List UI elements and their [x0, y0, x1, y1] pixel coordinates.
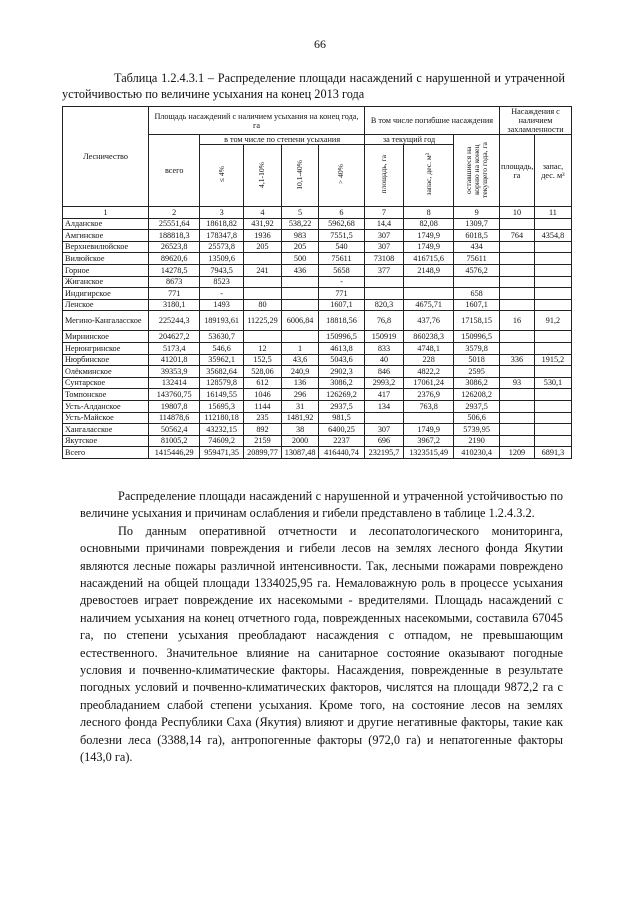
table-cell: 696 — [364, 435, 403, 447]
table-cell: 228 — [404, 354, 454, 366]
table-cell-forestry: Вилюйское — [63, 253, 149, 265]
table-cell: 1915,2 — [534, 354, 571, 366]
table-cell: 16149,55 — [200, 389, 244, 401]
table-cell: 134 — [364, 400, 403, 412]
table-cell-forestry: Нюрбинское — [63, 354, 149, 366]
table-cell: 1749,9 — [404, 230, 454, 242]
table-cell: 4354,8 — [534, 230, 571, 242]
table-row — [63, 331, 572, 343]
table-cell: 820,3 — [364, 299, 403, 311]
header-total: всего — [149, 135, 200, 207]
table-cell: 538,22 — [282, 218, 319, 230]
table-cell: 1415446,29 — [149, 447, 200, 459]
table-row — [63, 230, 572, 242]
table-cell: 17158,15 — [454, 311, 500, 331]
table-cell: 771 — [149, 288, 200, 300]
header-remaining: оставшиеся на корню на конец текущего года, га — [463, 141, 489, 198]
header-current-year: за текущий год — [364, 135, 453, 145]
table-cell — [282, 299, 319, 311]
header-stock: запас, дес. м³ — [423, 153, 433, 196]
table-cell: 6891,3 — [534, 447, 571, 459]
table-cell: 240,9 — [282, 366, 319, 378]
paragraph-1: Распределение площади насаждений с нарушенной и утраченной устойчивостью по величине усыхания и причинам ослабления и гибели представлено в таблице 1.2.4.3.2. — [80, 489, 563, 521]
table-cell: 6006,84 — [282, 311, 319, 331]
page-number: 66 — [314, 37, 326, 51]
table-cell-forestry: Сунтарское — [63, 377, 149, 389]
table-cell: 31 — [282, 400, 319, 412]
table-row — [63, 435, 572, 447]
table-cell: 2902,3 — [319, 366, 365, 378]
table-cell: 436 — [282, 264, 319, 276]
table-cell: 540 — [319, 241, 365, 253]
table-cell — [500, 241, 535, 253]
header-forestry: Лесничество — [63, 107, 149, 207]
table-cell: 764 — [500, 230, 535, 242]
table-cell: 14,4 — [364, 218, 403, 230]
column-number: 2 — [149, 207, 200, 219]
table-cell: 981,5 — [319, 412, 365, 424]
table-cell — [534, 276, 571, 288]
table-cell — [243, 331, 281, 343]
table-row — [63, 253, 572, 265]
table-cell: 5043,6 — [319, 354, 365, 366]
paragraph-2: По данным оперативной отчетности и лесопатологического мониторинга, основными причинами повреждения и гибели лесов на землях лесного фонда Якутии являются лесные пожары различной интенсивности. Так, лесными пожарами повреждено насаждений на общей площади 1334025,95 га. Немаловажную роль в процессе усыхания древостоев играет повреждение их насекомыми - вредителями. Площадь насаждений с наличием усыхания на конец отчетного года, поврежденных насекомыми, составила 67045 га, по степени усыхания преобладают насаждения с отпадом, не превышающим естественного. Значительное влияние на санитарное состояние оказывают погодные условия и почвенно-климатические факторы. Насаждения, поврежденные в результате погодных условий и почвенно-климатических факторов, числятся на площади 9872,2 га с преобладанием слабой степени усыхания. Кроме того, на состояние лесов на землях лесного фонда Республики Саха (Якутия) влияют и другие негативные факторы, такие как болезни леса (3388,14 га), антропогенные факторы (972,0 га) и непатогенные факторы (143,0 га). — [80, 523, 563, 765]
table-cell: 959471,35 — [200, 447, 244, 459]
header-by-degree: в том числе по степени усыхания — [200, 135, 365, 145]
table-cell-forestry: Усть-Алданское — [63, 400, 149, 412]
column-number: 7 — [364, 207, 403, 219]
table-cell: 204627,2 — [149, 331, 200, 343]
table-cell: 2190 — [454, 435, 500, 447]
table-cell: 2937,5 — [454, 400, 500, 412]
table-cell: 3579,8 — [454, 342, 500, 354]
table-cell — [500, 288, 535, 300]
table-cell: 1481,92 — [282, 412, 319, 424]
table-cell — [534, 218, 571, 230]
table-cell-forestry: Горное — [63, 264, 149, 276]
table-cell — [364, 288, 403, 300]
table-cell: 528,06 — [243, 366, 281, 378]
header-group-dead: В том числе погибшие насаждения — [364, 107, 499, 135]
table-cell — [404, 288, 454, 300]
table-cell: 18818,56 — [319, 311, 365, 331]
table-cell: 336 — [500, 354, 535, 366]
table-body — [63, 207, 572, 459]
table-cell — [534, 288, 571, 300]
table-cell-forestry: Нерюнгринское — [63, 342, 149, 354]
table-cell: 4748,1 — [404, 342, 454, 354]
table-cell: 1607,1 — [454, 299, 500, 311]
table-cell: 1607,1 — [319, 299, 365, 311]
table-row — [63, 288, 572, 300]
table-cell — [534, 400, 571, 412]
table-cell: 38 — [282, 424, 319, 436]
table-cell — [500, 435, 535, 447]
table-cell — [500, 400, 535, 412]
table-cell — [534, 342, 571, 354]
table-cell: 2595 — [454, 366, 500, 378]
table-caption — [62, 70, 565, 102]
table-cell: - — [319, 276, 365, 288]
table-cell: 178347,8 — [200, 230, 244, 242]
table-cell: - — [200, 288, 244, 300]
table-cell — [534, 412, 571, 424]
table-cell: 11225,29 — [243, 311, 281, 331]
header-deg-2: 4,1-10% — [257, 161, 267, 188]
table-cell: 437,76 — [404, 311, 454, 331]
table-cell — [500, 412, 535, 424]
table-cell: 1493 — [200, 299, 244, 311]
table-cell: 307 — [364, 241, 403, 253]
forestry-table — [62, 106, 572, 459]
table-row — [63, 264, 572, 276]
table-cell: 2148,9 — [404, 264, 454, 276]
table-cell: 431,92 — [243, 218, 281, 230]
table-cell: 25551,64 — [149, 218, 200, 230]
table-cell — [500, 366, 535, 378]
table-row — [63, 299, 572, 311]
table-cell: 43,6 — [282, 354, 319, 366]
table-cell: 241 — [243, 264, 281, 276]
table-cell: 20899,77 — [243, 447, 281, 459]
header-deg-3: 10,1-40% — [295, 159, 305, 190]
table-cell — [534, 264, 571, 276]
table-cell: 143760,75 — [149, 389, 200, 401]
table-cell — [534, 253, 571, 265]
table-cell: 2159 — [243, 435, 281, 447]
table-row — [63, 354, 572, 366]
column-number: 6 — [319, 207, 365, 219]
table-cell: 658 — [454, 288, 500, 300]
table-cell: 763,8 — [404, 400, 454, 412]
table-cell: 16 — [500, 311, 535, 331]
column-number-row — [63, 207, 572, 219]
table-cell: 189193,61 — [200, 311, 244, 331]
table-row — [63, 412, 572, 424]
table-cell — [500, 264, 535, 276]
table-cell: 846 — [364, 366, 403, 378]
table-cell-forestry: Верхневилюйское — [63, 241, 149, 253]
table-cell: 506,6 — [454, 412, 500, 424]
column-number: 5 — [282, 207, 319, 219]
table-cell — [404, 412, 454, 424]
table-cell: 530,1 — [534, 377, 571, 389]
table-cell: 1749,9 — [404, 424, 454, 436]
table-cell: 3967,2 — [404, 435, 454, 447]
table-cell: 1936 — [243, 230, 281, 242]
table-cell — [500, 331, 535, 343]
table-cell: 35682,64 — [200, 366, 244, 378]
table-cell: 232195,7 — [364, 447, 403, 459]
table-cell: 1144 — [243, 400, 281, 412]
table-cell: 2237 — [319, 435, 365, 447]
table-cell: 307 — [364, 424, 403, 436]
column-number: 11 — [534, 207, 571, 219]
table-cell: 6400,25 — [319, 424, 365, 436]
table-cell: 5018 — [454, 354, 500, 366]
table-cell: 410230,4 — [454, 447, 500, 459]
table-cell — [404, 276, 454, 288]
table-cell: 74609,2 — [200, 435, 244, 447]
column-number: 8 — [404, 207, 454, 219]
table-cell-forestry: Алданское — [63, 218, 149, 230]
header-litter-stock: запас, дес. м³ — [534, 135, 571, 207]
table-row — [63, 241, 572, 253]
table-cell-forestry: Индигирское — [63, 288, 149, 300]
table-cell: 17061,24 — [404, 377, 454, 389]
table-row — [63, 342, 572, 354]
table-cell — [364, 412, 403, 424]
table-cell: 5658 — [319, 264, 365, 276]
table-cell — [364, 276, 403, 288]
table-row — [63, 400, 572, 412]
table-cell-forestry: Ленское — [63, 299, 149, 311]
table-cell: 75611 — [454, 253, 500, 265]
table-cell: 76,8 — [364, 311, 403, 331]
table-cell-forestry: Хангаласское — [63, 424, 149, 436]
table-cell-forestry: Амгинское — [63, 230, 149, 242]
column-number: 10 — [500, 207, 535, 219]
table-cell: 1 — [282, 342, 319, 354]
table-cell: 13509,6 — [200, 253, 244, 265]
table-cell — [500, 389, 535, 401]
table-cell-forestry: Олёкминское — [63, 366, 149, 378]
table-row — [63, 311, 572, 331]
header-deg-4: > 40% — [336, 164, 346, 185]
column-number: 1 — [63, 207, 149, 219]
table-cell: 1749,9 — [404, 241, 454, 253]
table-cell: 3180,1 — [149, 299, 200, 311]
table-cell: 19807,8 — [149, 400, 200, 412]
table-cell: 4576,2 — [454, 264, 500, 276]
table-caption-text: – Распределение площади насаждений с нарушенной и утраченной устойчивостью по величине усыхания на конец 2013 года — [62, 71, 565, 101]
table-cell: 1309,7 — [454, 218, 500, 230]
table-cell — [534, 366, 571, 378]
table-cell: 4613,8 — [319, 342, 365, 354]
table-cell: 73108 — [364, 253, 403, 265]
table-cell — [243, 288, 281, 300]
table-cell: 150919 — [364, 331, 403, 343]
table-cell — [534, 299, 571, 311]
table-cell: 40 — [364, 354, 403, 366]
table-cell: 93 — [500, 377, 535, 389]
table-cell-forestry: Усть-Майское — [63, 412, 149, 424]
table-cell: 3086,2 — [454, 377, 500, 389]
table-cell: 128579,8 — [200, 377, 244, 389]
column-number: 4 — [243, 207, 281, 219]
table-cell: 13087,48 — [282, 447, 319, 459]
table-cell: 4675,71 — [404, 299, 454, 311]
table-cell — [282, 276, 319, 288]
table-cell: 150996,5 — [319, 331, 365, 343]
table-cell — [500, 253, 535, 265]
column-number: 3 — [200, 207, 244, 219]
table-cell-forestry: Якутское — [63, 435, 149, 447]
table-cell: 12 — [243, 342, 281, 354]
table-cell: 1209 — [500, 447, 535, 459]
table-cell: 4822,2 — [404, 366, 454, 378]
table-cell: 89620,6 — [149, 253, 200, 265]
table-cell: 7943,5 — [200, 264, 244, 276]
table-cell: 50562,4 — [149, 424, 200, 436]
table-cell: 80 — [243, 299, 281, 311]
table-cell: 126208,2 — [454, 389, 500, 401]
table-row — [63, 366, 572, 378]
table-cell: 112180,18 — [200, 412, 244, 424]
table-cell: 5173,4 — [149, 342, 200, 354]
column-number: 9 — [454, 207, 500, 219]
table-cell — [500, 218, 535, 230]
table-cell: 860238,3 — [404, 331, 454, 343]
table-cell — [282, 288, 319, 300]
table-cell: 6018,5 — [454, 230, 500, 242]
table-cell: 416715,6 — [404, 253, 454, 265]
table-cell — [534, 241, 571, 253]
header-group-area: Площадь насаждений с наличием усыхания на конец года, га — [149, 107, 365, 135]
table-cell-forestry: Всего — [63, 447, 149, 459]
table-cell: 14278,5 — [149, 264, 200, 276]
table-cell: 833 — [364, 342, 403, 354]
table-cell: 500 — [282, 253, 319, 265]
table-cell — [500, 424, 535, 436]
header-group-litter: Насаждения с наличием захламленности — [500, 107, 572, 135]
table-cell: 612 — [243, 377, 281, 389]
table-cell — [243, 276, 281, 288]
table-cell: 205 — [243, 241, 281, 253]
table-cell: 2937,5 — [319, 400, 365, 412]
table-cell — [534, 435, 571, 447]
table-cell: 15695,3 — [200, 400, 244, 412]
table-cell — [534, 331, 571, 343]
table-cell: 43232,15 — [200, 424, 244, 436]
table-cell: 892 — [243, 424, 281, 436]
table-cell: 18618,82 — [200, 218, 244, 230]
table-cell — [534, 424, 571, 436]
table-cell — [500, 342, 535, 354]
table-cell: 225244,3 — [149, 311, 200, 331]
table-cell: 91,2 — [534, 311, 571, 331]
header-litter-area: площадь, га — [500, 135, 535, 207]
header-area: площадь, га — [378, 155, 388, 194]
table-cell: 82,08 — [404, 218, 454, 230]
table-cell — [500, 276, 535, 288]
table-cell — [243, 253, 281, 265]
table-row — [63, 447, 572, 459]
table-cell: 5739,95 — [454, 424, 500, 436]
table-cell-forestry: Томпонское — [63, 389, 149, 401]
table-cell: 39353,9 — [149, 366, 200, 378]
table-row — [63, 389, 572, 401]
table-cell — [500, 299, 535, 311]
table-cell — [282, 331, 319, 343]
table-caption-lead: Таблица 1.2.4.3.1 — [114, 71, 205, 85]
table-cell: 417 — [364, 389, 403, 401]
table-cell: 2993,2 — [364, 377, 403, 389]
table-cell: 132414 — [149, 377, 200, 389]
table-row — [63, 377, 572, 389]
table-cell-forestry: Мегино-Кангаласское — [63, 311, 149, 331]
table-row — [63, 218, 572, 230]
body-text — [80, 488, 563, 767]
table-cell: 81005,2 — [149, 435, 200, 447]
table-cell: 377 — [364, 264, 403, 276]
table-cell: 307 — [364, 230, 403, 242]
table-cell: 771 — [319, 288, 365, 300]
table-cell: 2000 — [282, 435, 319, 447]
table-cell: 2376,9 — [404, 389, 454, 401]
table-cell: 8673 — [149, 276, 200, 288]
table-row — [63, 424, 572, 436]
table-cell: 75611 — [319, 253, 365, 265]
table-row — [63, 276, 572, 288]
table-cell: 126269,2 — [319, 389, 365, 401]
table-cell: 26523,8 — [149, 241, 200, 253]
table-cell: 35962,1 — [200, 354, 244, 366]
table-cell: 235 — [243, 412, 281, 424]
table-cell: 5962,68 — [319, 218, 365, 230]
table-cell-forestry: Жиганское — [63, 276, 149, 288]
table-cell: 188818,3 — [149, 230, 200, 242]
table-cell: 150996,5 — [454, 331, 500, 343]
table-cell: 152,5 — [243, 354, 281, 366]
table-cell: 416440,74 — [319, 447, 365, 459]
table-cell: 1323515,49 — [404, 447, 454, 459]
table-cell: 1046 — [243, 389, 281, 401]
table-cell: 546,6 — [200, 342, 244, 354]
table-cell-forestry: Мирнинское — [63, 331, 149, 343]
table-cell: 3086,2 — [319, 377, 365, 389]
table-cell: 296 — [282, 389, 319, 401]
table-cell: 25573,8 — [200, 241, 244, 253]
table-cell: 114878,6 — [149, 412, 200, 424]
table-cell: 434 — [454, 241, 500, 253]
table-cell: 8523 — [200, 276, 244, 288]
header-deg-1: ≤ 4% — [216, 166, 226, 183]
table-cell: 7551,5 — [319, 230, 365, 242]
table-cell: 53630,7 — [200, 331, 244, 343]
table-cell: 205 — [282, 241, 319, 253]
table-cell: 41201,8 — [149, 354, 200, 366]
table-cell: 136 — [282, 377, 319, 389]
table-cell — [534, 389, 571, 401]
table-cell — [454, 276, 500, 288]
table-cell: 983 — [282, 230, 319, 242]
